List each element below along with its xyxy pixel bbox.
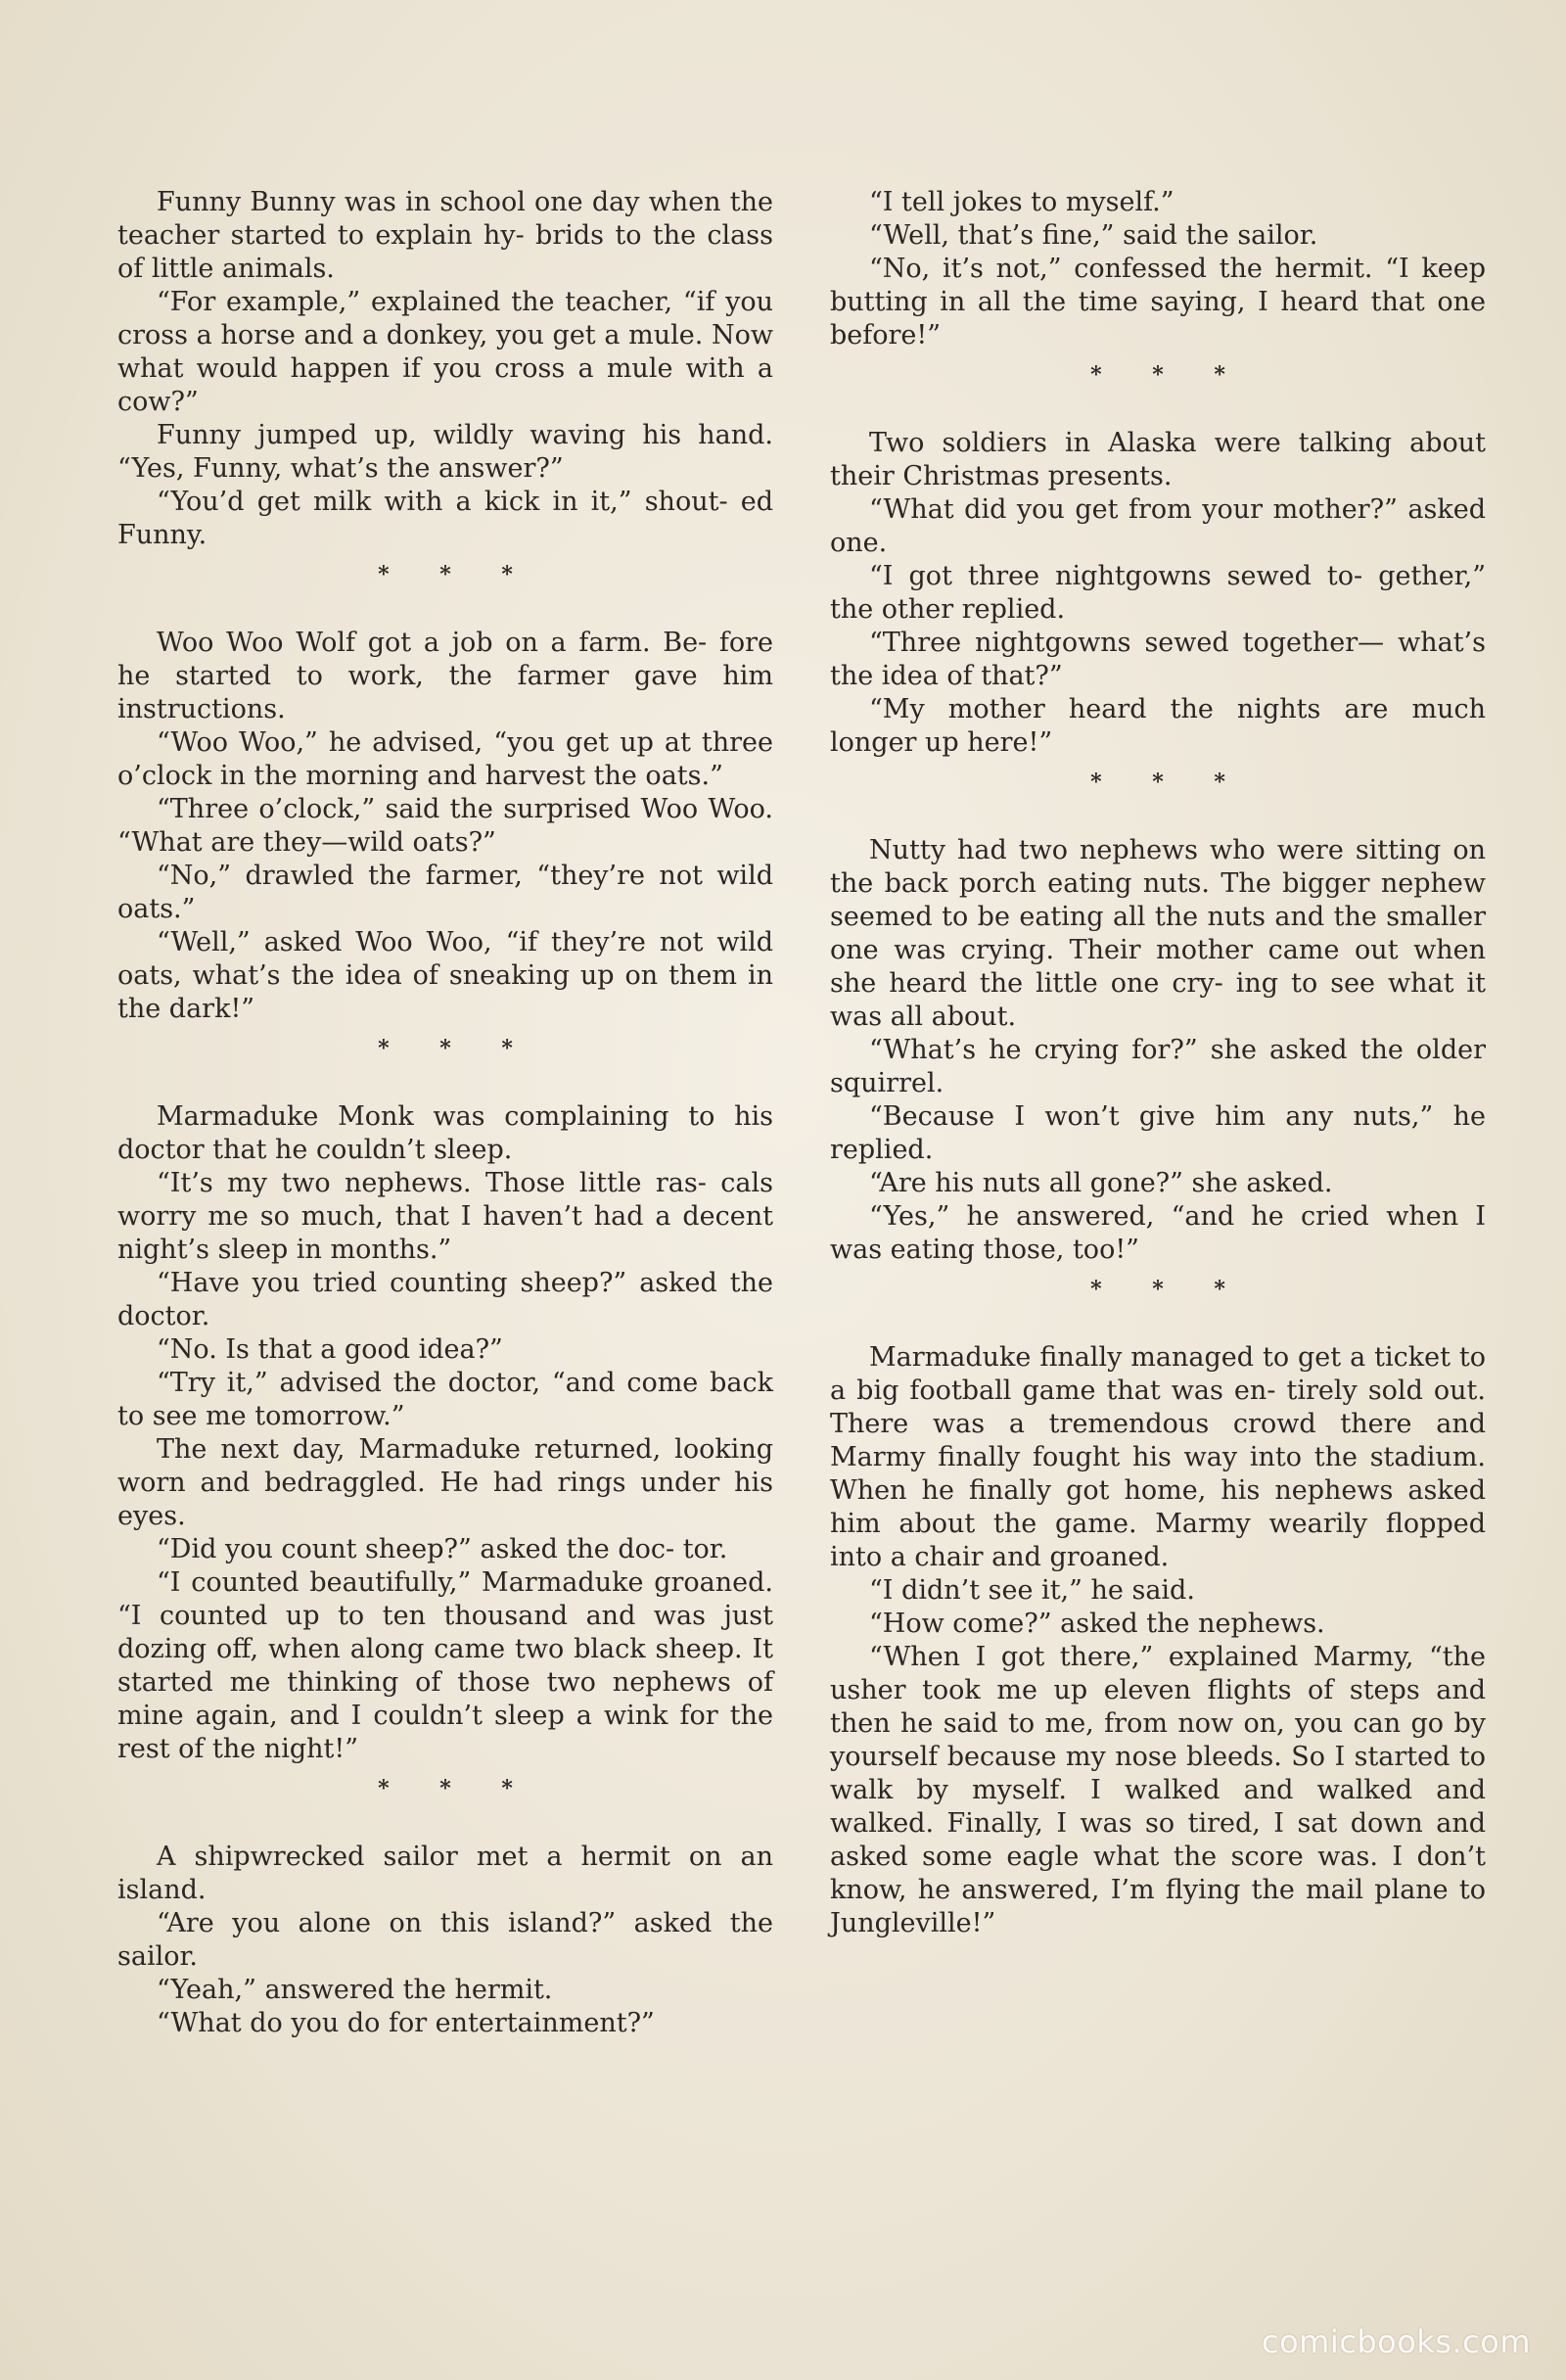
paragraph: “Are you alone on this island?” asked the sailor. — [117, 1908, 773, 1972]
paragraph: “How come?” asked the nephews. — [869, 1609, 1325, 1639]
paragraph: “Yeah,” answered the hermit. — [157, 1975, 553, 2005]
paragraph: “Try it,” advised the doctor, “and come back to see me tomorrow.” — [117, 1368, 773, 1431]
paragraph: “Yes,” he answered, “and he cried when I was eating those, too!” — [830, 1201, 1486, 1265]
paragraph: Nutty had two nephews who were sitting on the back porch eating nuts. The bigger nephew seemed to be eating all the nuts and the smaller one was crying. Their mother came out when she heard the little one cry- ing to see what it was all about. — [830, 835, 1486, 1032]
paragraph: “No, it’s not,” confessed the hermit. “I keep butting in all the time saying, I heard that one before!” — [830, 254, 1486, 350]
paragraph: A shipwrecked sailor met a hermit on an island. — [117, 1842, 773, 1905]
paragraph: “What do you do for entertainment?” — [157, 2008, 655, 2038]
paragraph: “I counted beautifully,” Marmaduke groaned. “I counted up to ten thousand and was just dozing off, when along came two black sheep. It started me thinking of those two nephews of mine again, and I couldn’t sleep a wink for the rest of the night!” — [117, 1567, 773, 1764]
paragraph: Marmaduke finally managed to get a ticket to a big football game that was en- tirely sold out. There was a tremendous crowd there and Marmy finally fought his way into the stadium. When he finally got home, his nephews asked him about the game. Marmy wearily flopped into a chair and groaned. — [830, 1342, 1486, 1572]
paragraph: “Woo Woo,” he advised, “you get up at three o’clock in the morning and harvest the oats.” — [117, 727, 773, 791]
paragraph: “I tell jokes to myself.” — [869, 187, 1174, 217]
story-nutty-nephews — [830, 834, 1486, 1267]
right-column — [830, 186, 1486, 1940]
paragraph: Woo Woo Wolf got a job on a farm. Be- fore he started to work, the farmer gave him instructions. — [117, 628, 773, 724]
paragraph: “When I got there,” explained Marmy, “the usher took me up eleven flights of steps and then he said to me, from now on, you can go by yourself because my nose bleeds. So I started to walk by myself. I walked and walked and walked. Finally, I was so tired, I sat down and asked some eagle what the score was. I don’t know, he answered, I’m flying the mail plane to Jungleville!” — [830, 1642, 1486, 1938]
paragraph: “No. Is that a good idea?” — [157, 1334, 503, 1365]
paragraph: “I got three nightgowns sewed to- gether,” the other replied. — [830, 561, 1486, 625]
site-watermark: comicbooks.com — [1261, 2323, 1531, 2360]
section-separator: * * * — [378, 562, 534, 587]
paragraph: “Are his nuts all gone?” she asked. — [869, 1168, 1333, 1198]
paragraph: “Three nightgowns sewed together— what’s the idea of that?” — [830, 628, 1486, 691]
paragraph: “What’s he crying for?” she asked the older squirrel. — [830, 1035, 1486, 1098]
section-separator: * * * — [1090, 362, 1247, 388]
story-shipwrecked-sailor — [117, 1841, 773, 2040]
left-column — [117, 186, 773, 2040]
paragraph: “I didn’t see it,” he said. — [869, 1575, 1195, 1606]
story-shipwrecked-sailor-continued — [830, 186, 1486, 352]
story-woo-woo-wolf — [117, 627, 773, 1026]
paragraph: “What did you get from your mother?” asked one. — [830, 494, 1486, 558]
paragraph: “For example,” explained the teacher, “if you cross a horse and a donkey, you get a mule. Now what would happen if you cross a mule with a cow?” — [117, 287, 773, 417]
paragraph: “You’d get milk with a kick in it,” shout- ed Funny. — [117, 487, 773, 550]
paragraph: Funny jumped up, wildly waving his hand. “Yes, Funny, what’s the answer?” — [117, 420, 773, 484]
paragraph: “No,” drawled the farmer, “they’re not wild oats.” — [117, 861, 773, 924]
section-separator: * * * — [1090, 770, 1247, 795]
paragraph: Funny Bunny was in school one day when the teacher started to explain hy- brids to the class of little animals. — [117, 187, 773, 284]
story-alaska-soldiers — [830, 427, 1486, 760]
paragraph: The next day, Marmaduke returned, looking worn and bedraggled. He had rings under his eyes. — [117, 1434, 773, 1531]
paragraph: Marmaduke Monk was complaining to his doctor that he couldn’t sleep. — [117, 1101, 773, 1165]
section-separator: * * * — [378, 1776, 534, 1801]
section-separator: * * * — [1090, 1277, 1247, 1302]
section-separator: * * * — [378, 1036, 534, 1061]
paragraph: Two soldiers in Alaska were talking about their Christmas presents. — [830, 428, 1486, 491]
paragraph: “Three o’clock,” said the surprised Woo Woo. “What are they—wild oats?” — [117, 794, 773, 858]
paragraph: “Well, that’s fine,” said the sailor. — [869, 220, 1318, 251]
paragraph: “It’s my two nephews. Those little ras- cals worry me so much, that I haven’t had a decent night’s sleep in months.” — [117, 1168, 773, 1265]
paragraph: “Did you count sheep?” asked the doc- tor. — [157, 1534, 728, 1564]
paragraph: “Well,” asked Woo Woo, “if they’re not wild oats, what’s the idea of sneaking up on them in the dark!” — [117, 927, 773, 1024]
story-marmaduke-monk-sleep — [117, 1100, 773, 1766]
story-funny-bunny — [117, 186, 773, 552]
story-marmaduke-football — [830, 1341, 1486, 1940]
paragraph: “My mother heard the nights are much longer up here!” — [830, 694, 1486, 758]
paragraph: “Have you tried counting sheep?” asked the doctor. — [117, 1268, 773, 1331]
paragraph: “Because I won’t give him any nuts,” he replied. — [830, 1101, 1486, 1165]
